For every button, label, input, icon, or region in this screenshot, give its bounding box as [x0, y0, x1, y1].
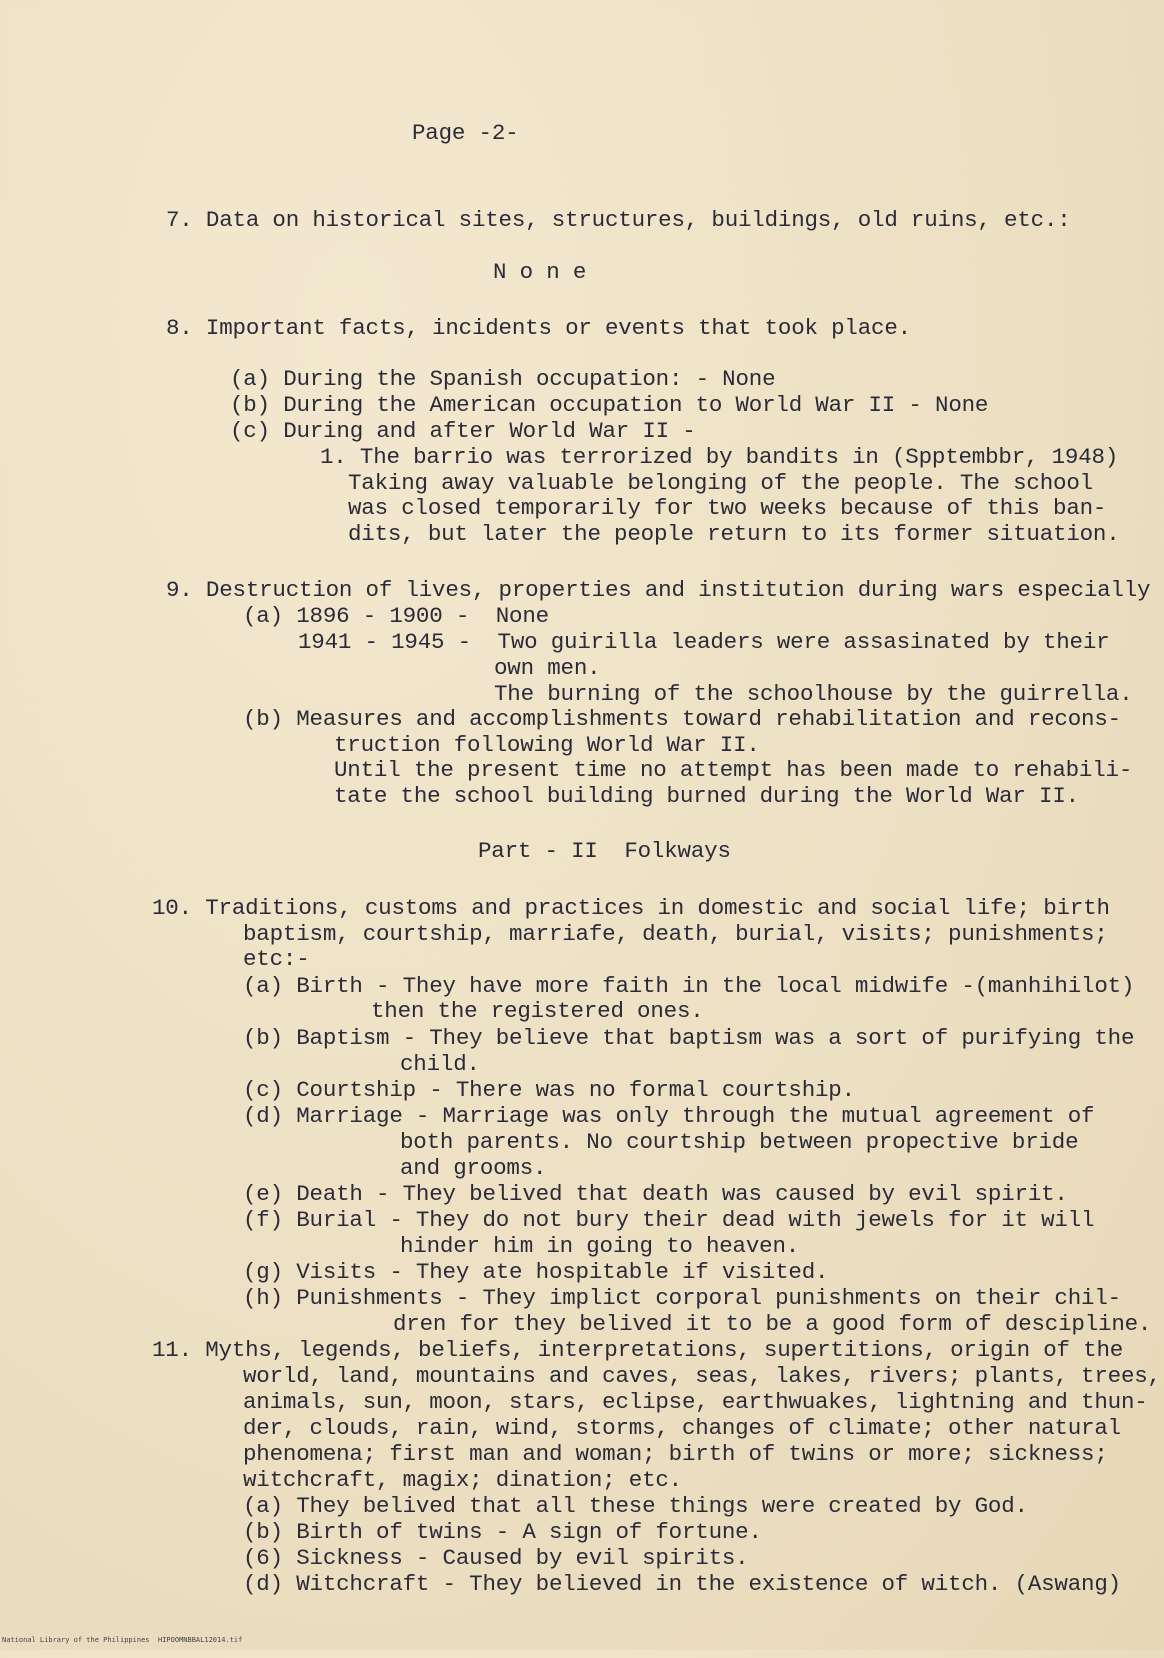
section-8-item-c: (c) During and after World War II -	[230, 418, 696, 444]
section-10-heading: baptism, courtship, marriafe, death, burial, visits; punishments;	[243, 921, 1108, 947]
section-11-heading: animals, sun, moon, stars, eclipse, earthwuakes, lightning and thun-	[243, 1389, 1148, 1415]
section-10-item-a: (a) Birth - They have more faith in the local midwife -(manhihilot)	[243, 973, 1135, 999]
section-10-item-d: both parents. No courtship between propective bride	[400, 1129, 1079, 1155]
section-10-item-b: (b) Baptism - They believe that baptism was a sort of purifying the	[243, 1025, 1135, 1051]
section-10-item-f: (f) Burial - They do not bury their dead with jewels for it will	[243, 1207, 1095, 1233]
section-11-item-a: (a) They belived that all these things were created by God.	[243, 1493, 1028, 1519]
section-8-item-c1: 1. The barrio was terrorized by bandits in (Spptembbr, 1948)	[320, 444, 1119, 470]
section-10-item-a: then the registered ones.	[371, 998, 704, 1024]
section-8-item-c1: dits, but later the people return to its former situation.	[348, 521, 1120, 547]
section-9-item-a: The burning of the schoolhouse by the guirrella.	[494, 681, 1133, 707]
section-11-heading: 11. Myths, legends, beliefs, interpretations, supertitions, origin of the	[152, 1337, 1124, 1363]
section-11-heading: der, clouds, rain, wind, storms, changes of climate; other natural	[243, 1415, 1121, 1441]
section-10-item-h: (h) Punishments - They implict corporal punishments on their chil-	[243, 1285, 1121, 1311]
section-10-item-d: (d) Marriage - Marriage was only through the mutual agreement of	[243, 1103, 1095, 1129]
section-10-item-f: hinder him in going to heaven.	[400, 1233, 800, 1259]
section-9-item-a: own men.	[494, 655, 601, 681]
section-9-item-b: tate the school building burned during the World War II.	[334, 783, 1079, 809]
section-9-item-b: (b) Measures and accomplishments toward rehabilitation and recons-	[243, 706, 1121, 732]
section-8-item-c1: Taking away valuable belonging of the people. The school	[348, 470, 1093, 496]
section-10-item-b: child.	[400, 1051, 480, 1077]
scan-footer	[0, 1634, 1164, 1648]
section-10-item-d: and grooms.	[400, 1155, 547, 1181]
section-9-item-a: (a) 1896 - 1900 - None	[243, 603, 549, 629]
section-11-item-b: (b) Birth of twins - A sign of fortune.	[243, 1519, 762, 1545]
library-credit: National Library of the Philippines	[2, 1636, 150, 1644]
section-11-heading: phenomena; first man and woman; birth of twins or more; sickness;	[243, 1441, 1108, 1467]
section-11-item-c: (6) Sickness - Caused by evil spirits.	[243, 1545, 749, 1571]
section-10-heading: 10. Traditions, customs and practices in domestic and social life; birth	[152, 895, 1110, 921]
section-11-heading: world, land, mountains and caves, seas, lakes, rivers; plants, trees,	[243, 1363, 1161, 1389]
section-8-item-b: (b) During the American occupation to World War II - None	[230, 392, 989, 418]
section-10-item-h: dren for they belived it to be a good form of descipline.	[393, 1311, 1152, 1337]
section-9-item-b: truction following World War II.	[334, 732, 760, 758]
section-9-item-b: Until the present time no attempt has been made to rehabili-	[334, 757, 1133, 783]
section-8-item-c1: was closed temporarily for two weeks because of this ban-	[348, 495, 1107, 521]
section-9-item-a: 1941 - 1945 - Two guirilla leaders were assasinated by their	[298, 629, 1110, 655]
section-10-item-c: (c) Courtship - There was no formal courtship.	[243, 1077, 855, 1103]
section-10-heading: etc:-	[243, 946, 310, 972]
section-8-item-a: (a) During the Spanish occupation: - None	[230, 366, 776, 392]
section-10-item-e: (e) Death - They belived that death was caused by evil spirit.	[243, 1181, 1068, 1207]
section-11-item-d: (d) Witchcraft - They believed in the existence of witch. (Aswang)	[243, 1571, 1121, 1597]
section-7-answer: N o n e	[493, 259, 587, 285]
section-11-heading: witchcraft, magix; dination; etc.	[243, 1467, 682, 1493]
section-9-heading: 9. Destruction of lives, properties and institution during wars especially	[166, 577, 1151, 603]
section-10-item-g: (g) Visits - They ate hospitable if visited.	[243, 1259, 829, 1285]
section-8-heading: 8. Important facts, incidents or events that took place.	[166, 315, 911, 341]
page-header: Page -2-	[412, 120, 519, 146]
section-7-heading: 7. Data on historical sites, structures, buildings, old ruins, etc.:	[166, 207, 1071, 233]
scan-file-id: HIPOOMNBBAL12014.tif	[158, 1636, 243, 1644]
part-2-title: Part - II Folkways	[478, 838, 731, 864]
